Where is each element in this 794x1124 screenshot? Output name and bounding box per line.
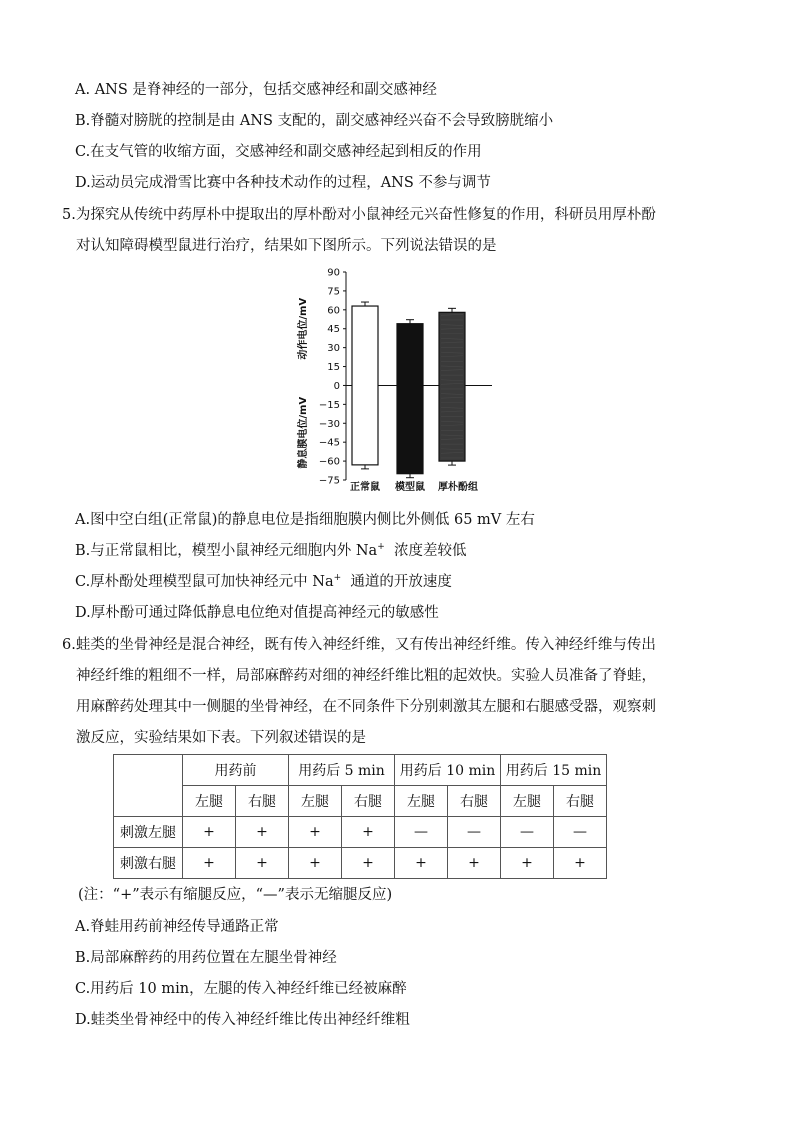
table-corner-cell bbox=[114, 755, 183, 817]
table-row bbox=[114, 817, 607, 848]
table-cell: + bbox=[289, 848, 342, 879]
table-cell: + bbox=[342, 817, 395, 848]
table-cell: — bbox=[501, 817, 554, 848]
table-sub-col: 右腿 bbox=[554, 786, 607, 817]
table-cell: + bbox=[289, 817, 342, 848]
q5-stem-line1: 5.为探究从传统中药厚朴中提取出的厚朴酚对小鼠神经元兴奋性修复的作用，科研员用厚朴酚 bbox=[62, 207, 656, 223]
q4-option-c: C.在支气管的收缩方面，交感神经和副交感神经起到相反的作用 bbox=[75, 144, 482, 160]
table-col-group: 用药后 10 min bbox=[395, 755, 501, 786]
category-label: 模型鼠 bbox=[395, 482, 425, 493]
y-axis-label-bottom: 静息膜电位/mV bbox=[298, 396, 309, 469]
category-label: 厚朴酚组 bbox=[438, 482, 478, 493]
q6-option-a: A.脊蛙用药前神经传导通路正常 bbox=[75, 919, 279, 935]
table-cell: + bbox=[342, 848, 395, 879]
table-col-group: 用药后 15 min bbox=[501, 755, 607, 786]
q6-option-d: D.蛙类坐骨神经中的传入神经纤维比传出神经纤维粗 bbox=[75, 1012, 410, 1028]
table-cell: + bbox=[554, 848, 607, 879]
q6-stem-line2: 神经纤维的粗细不一样，局部麻醉药对细的神经纤维比粗的起效快。实验人员准备了脊蛙， bbox=[76, 668, 656, 684]
table-cell: — bbox=[448, 817, 501, 848]
table-col-group: 用药后 5 min bbox=[289, 755, 395, 786]
y-tick-label: 60 bbox=[327, 305, 340, 317]
bar-chart bbox=[292, 262, 514, 494]
y-tick-label: 90 bbox=[327, 267, 340, 279]
q6-stem-line4: 激反应，实验结果如下表。下列叙述错误的是 bbox=[76, 730, 366, 746]
q6-stem-line3: 用麻醉药处理其中一侧腿的坐骨神经，在不同条件下分别刺激其左腿和右腿感受器，观察刺 bbox=[76, 699, 656, 715]
q6-table-note: (注：“+”表示有缩腿反应，“—”表示无缩腿反应) bbox=[78, 887, 393, 903]
q5-option-c: C.厚朴酚处理模型鼠可加快神经元中 Na+ 通道的开放速度 bbox=[75, 573, 452, 590]
y-tick-label: −45 bbox=[318, 437, 340, 449]
q6-option-c: C.用药后 10 min，左腿的传入神经纤维已经被麻醉 bbox=[75, 981, 407, 997]
y-tick-label: −75 bbox=[318, 475, 340, 487]
bar-1 bbox=[352, 306, 378, 465]
y-axis-label-top: 动作电位/mV bbox=[298, 297, 309, 360]
table-cell: — bbox=[554, 817, 607, 848]
table-sub-col: 左腿 bbox=[183, 786, 236, 817]
table-row-label: 刺激右腿 bbox=[114, 848, 183, 879]
q5-option-a: A.图中空白组(正常鼠)的静息电位是指细胞膜内侧比外侧低 65 mV 左右 bbox=[75, 512, 535, 528]
table-cell: + bbox=[183, 848, 236, 879]
table-col-group: 用药前 bbox=[183, 755, 289, 786]
table-sub-col: 右腿 bbox=[342, 786, 395, 817]
results-table bbox=[113, 754, 607, 879]
table-sub-col: 左腿 bbox=[289, 786, 342, 817]
table-sub-col: 左腿 bbox=[395, 786, 448, 817]
table-row bbox=[114, 848, 607, 879]
y-tick-label: −60 bbox=[318, 456, 340, 468]
table-cell: — bbox=[395, 817, 448, 848]
q6-stem-line1: 6.蛙类的坐骨神经是混合神经，既有传入神经纤维，又有传出神经纤维。传入神经纤维与传出 bbox=[62, 637, 656, 653]
table-cell: + bbox=[183, 817, 236, 848]
q6-option-b: B.局部麻醉药的用药位置在左腿坐骨神经 bbox=[75, 950, 337, 966]
table-row-label: 刺激左腿 bbox=[114, 817, 183, 848]
q5-option-b: B.与正常鼠相比，模型小鼠神经元细胞内外 Na+ 浓度差较低 bbox=[75, 542, 467, 559]
category-label: 正常鼠 bbox=[350, 482, 380, 493]
y-tick-label: 0 bbox=[333, 380, 340, 392]
table-sub-col: 左腿 bbox=[501, 786, 554, 817]
y-tick-label: 30 bbox=[327, 343, 340, 355]
q5-option-d: D.厚朴酚可通过降低静息电位绝对值提高神经元的敏感性 bbox=[75, 605, 439, 621]
bar-2 bbox=[397, 324, 423, 474]
q5-stem-line2: 对认知障碍模型鼠进行治疗，结果如下图所示。下列说法错误的是 bbox=[76, 238, 497, 254]
table-cell: + bbox=[236, 817, 289, 848]
table-cell: + bbox=[395, 848, 448, 879]
y-tick-label: 45 bbox=[327, 324, 340, 336]
y-tick-label: 15 bbox=[327, 362, 340, 374]
y-tick-label: −30 bbox=[318, 418, 340, 430]
table-cell: + bbox=[501, 848, 554, 879]
table-cell: + bbox=[236, 848, 289, 879]
table-sub-col: 右腿 bbox=[448, 786, 501, 817]
y-tick-label: −15 bbox=[318, 399, 340, 411]
table-header-row bbox=[114, 755, 607, 786]
q4-option-b: B.脊髓对膀胱的控制是由 ANS 支配的，副交感神经兴奋不会导致膀胱缩小 bbox=[75, 113, 554, 129]
q4-option-a: A. ANS 是脊神经的一部分，包括交感神经和副交感神经 bbox=[75, 82, 437, 98]
table-cell: + bbox=[448, 848, 501, 879]
table-sub-col: 右腿 bbox=[236, 786, 289, 817]
y-tick-label: 75 bbox=[327, 286, 340, 298]
q4-option-d: D.运动员完成滑雪比赛中各种技术动作的过程，ANS 不参与调节 bbox=[75, 175, 491, 191]
table-subheader-row bbox=[114, 786, 607, 817]
